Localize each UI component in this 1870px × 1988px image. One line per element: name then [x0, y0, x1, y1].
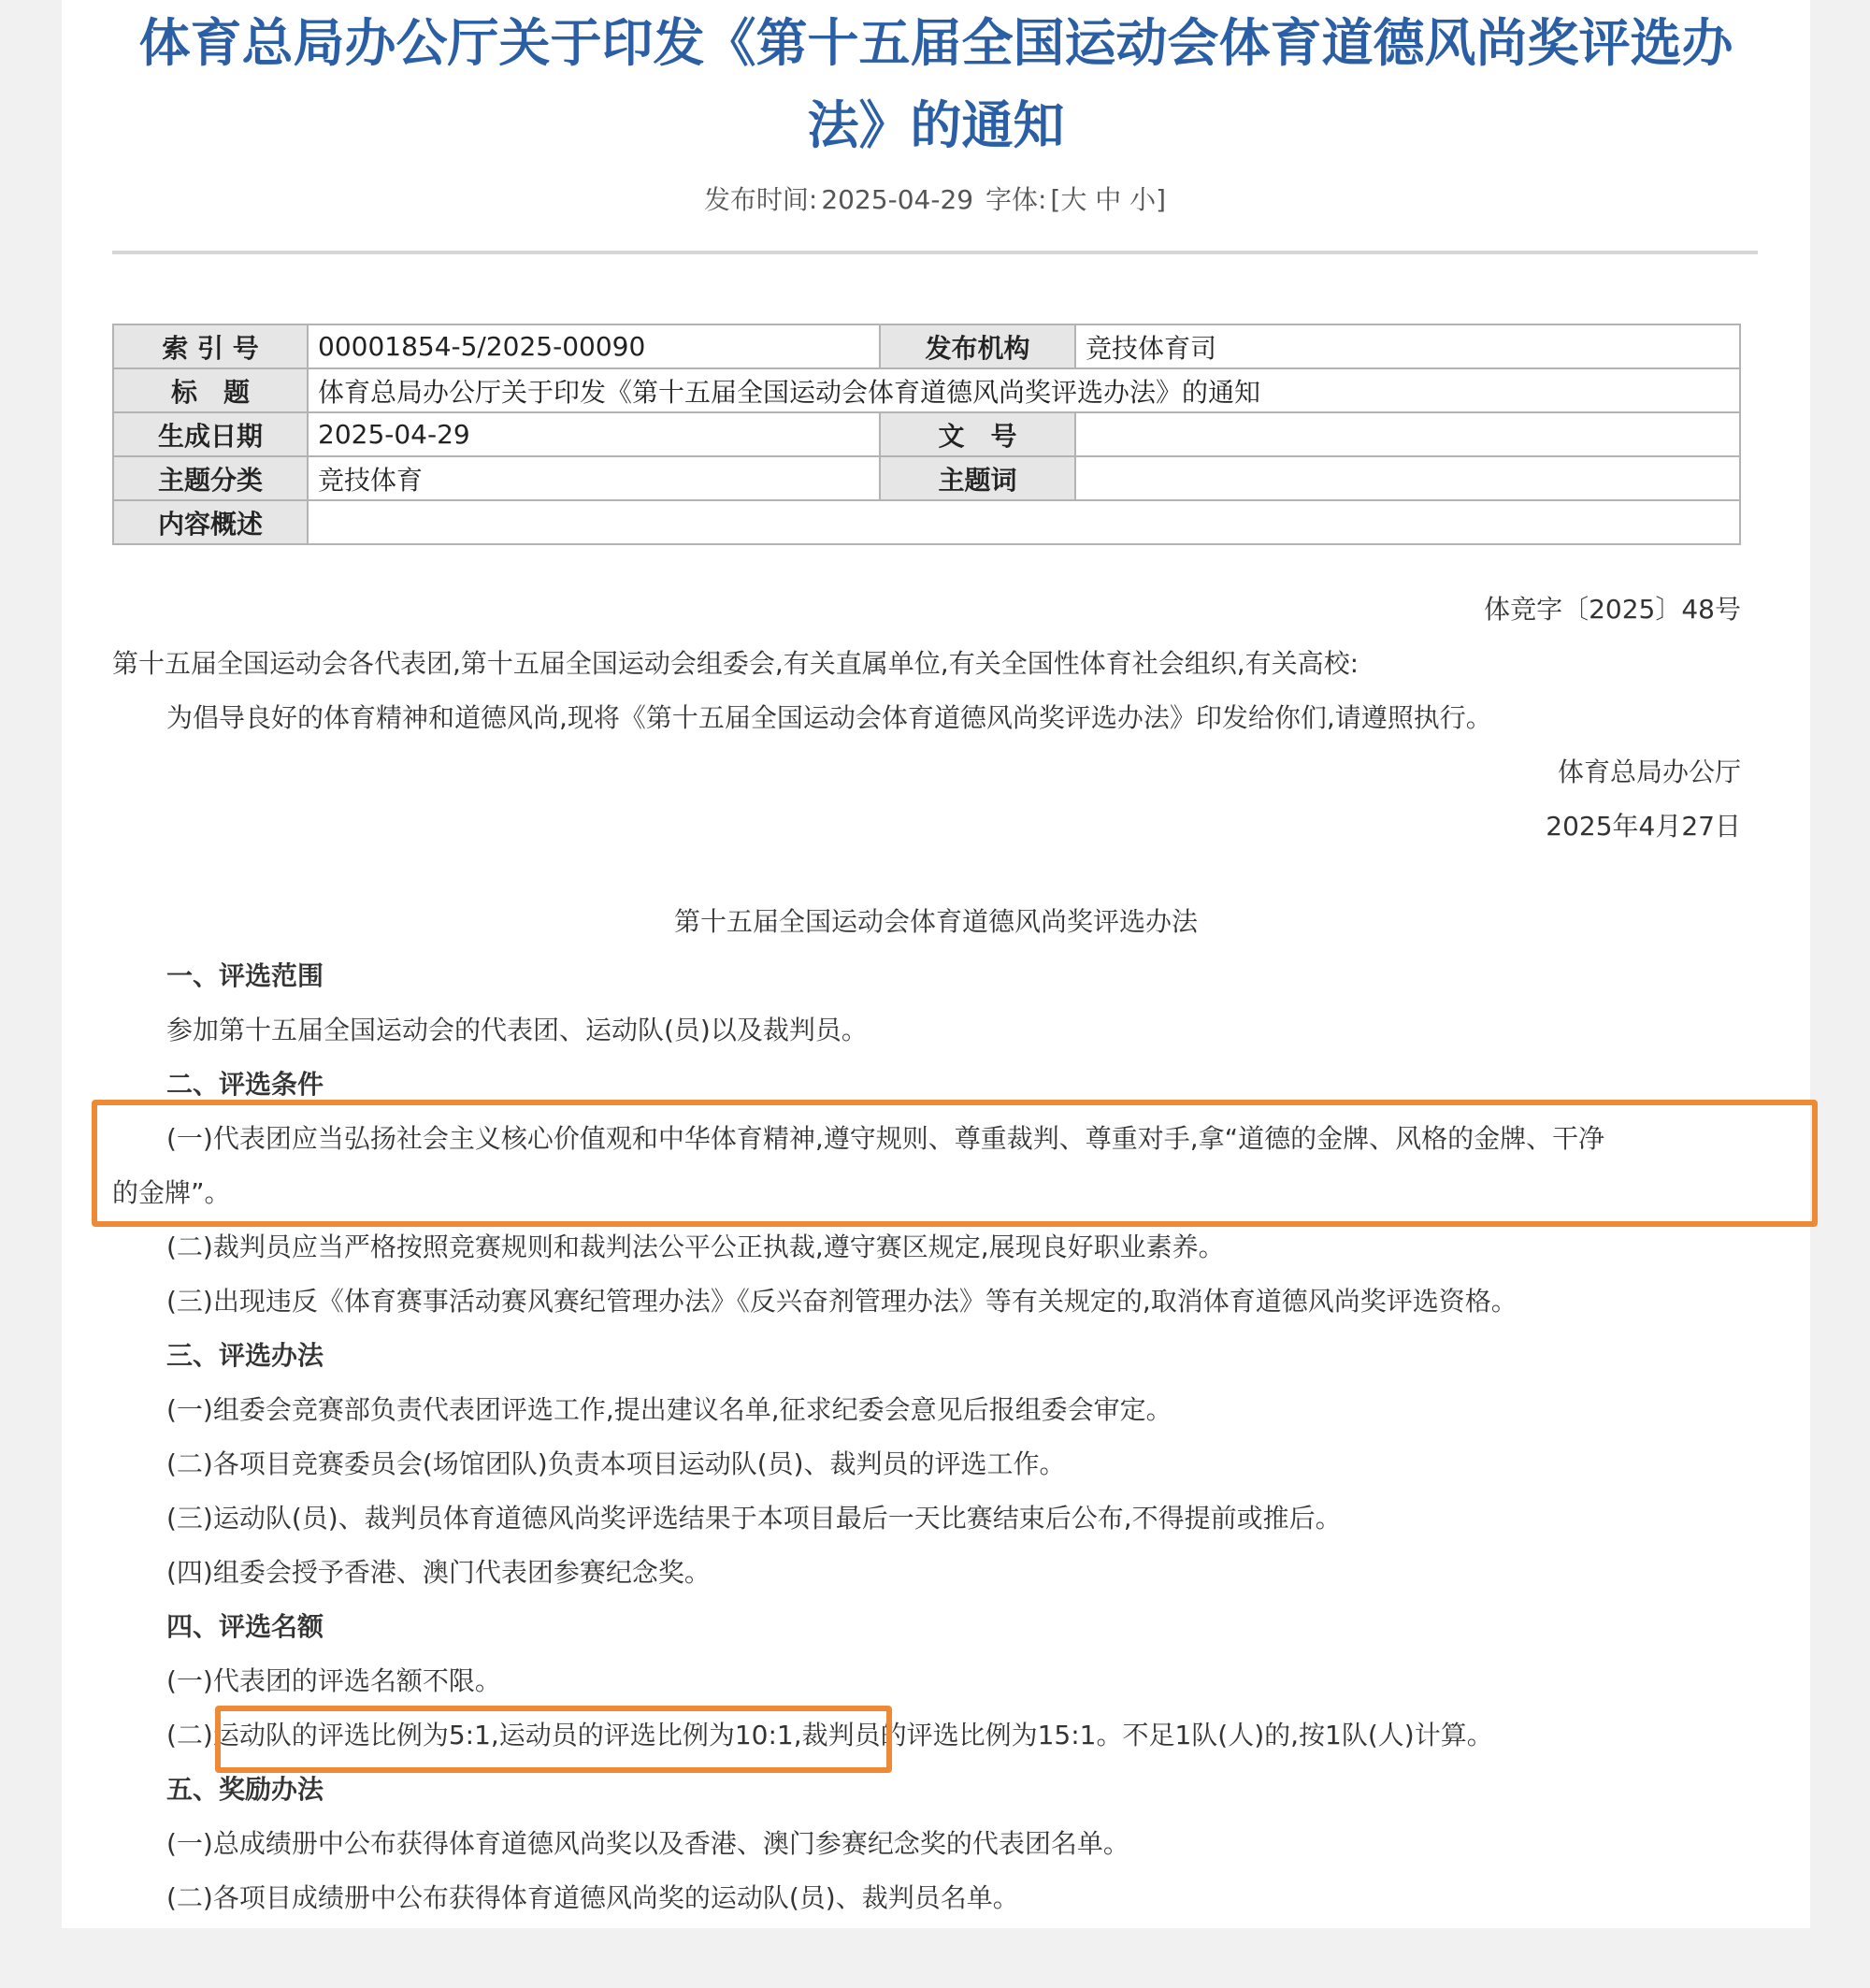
docno-value [1075, 412, 1740, 456]
index-label: 索 引 号 [113, 324, 308, 368]
section-3-p3: (三)运动队(员)、裁判员体育道德风尚奖评选结果于本项目最后一天比赛结束后公布,不得提前或推后。 [166, 1503, 1342, 1534]
table-row [113, 324, 1740, 368]
article-page [62, 0, 1810, 1928]
sign-date: 2025年4月27日 [1546, 811, 1741, 842]
table-row [113, 500, 1740, 544]
issuer-value: 竞技体育司 [1075, 324, 1740, 368]
issuer-label: 发布机构 [880, 324, 1075, 368]
section-2-p1-line2: 的金牌”。 [112, 1177, 231, 1208]
title-value: 体育总局办公厅关于印发《第十五届全国运动会体育道德风尚奖评选办法》的通知 [308, 368, 1740, 412]
section-5-title: 五、奖励办法 [166, 1774, 324, 1805]
font-size-switch[interactable]: [大 中 小] [1050, 184, 1167, 215]
summary-label: 内容概述 [113, 500, 308, 544]
highlight-box-ratios [215, 1706, 892, 1773]
section-2-p1-line1: (一)代表团应当弘扬社会主义核心价值观和中华体育精神,遵守规则、尊重裁判、尊重对手,拿“道德的金牌、风格的金牌、干净 [166, 1123, 1605, 1154]
font-label: 字体: [985, 184, 1047, 215]
section-1-p1: 参加第十五届全国运动会的代表团、运动队(员)以及裁判员。 [166, 1015, 868, 1045]
section-3-p1: (一)组委会竞赛部负责代表团评选工作,提出建议名单,征求纪委会意见后报组委会审定。 [166, 1394, 1172, 1425]
article-title [62, 2, 1810, 166]
rules-heading: 第十五届全国运动会体育道德风尚奖评选办法 [673, 906, 1198, 937]
table-row [113, 456, 1740, 500]
signer: 体育总局办公厅 [1557, 756, 1741, 787]
category-value: 竞技体育 [308, 456, 880, 500]
section-4-p2: (二)运动队的评选比例为5:1,运动员的评选比例为10:1,裁判员的评选比例为15:1。不足1队(人)的,按1队(人)计算。 [166, 1720, 1493, 1750]
section-3-p4: (四)组委会授予香港、澳门代表团参赛纪念奖。 [166, 1557, 711, 1588]
section-4-p1: (一)代表团的评选名额不限。 [166, 1665, 501, 1696]
article-title-line2: 法》的通知 [807, 95, 1065, 155]
date-label: 生成日期 [113, 412, 308, 456]
docno-label: 文 号 [880, 412, 1075, 456]
publish-meta [0, 180, 1870, 217]
category-label: 主题分类 [113, 456, 308, 500]
section-4-title: 四、评选名额 [166, 1611, 324, 1642]
section-1-title: 一、评选范围 [166, 960, 324, 991]
keyword-label: 主题词 [880, 456, 1075, 500]
header-divider [112, 251, 1758, 254]
section-5-p2: (二)各项目成绩册中公布获得体育道德风尚奖的运动队(员)、裁判员名单。 [166, 1882, 1019, 1913]
recipients: 第十五届全国运动会各代表团,第十五届全国运动会组委会,有关直属单位,有关全国性体育社会组织,有关高校: [112, 648, 1359, 679]
section-5-p1: (一)总成绩册中公布获得体育道德风尚奖以及香港、澳门参赛纪念奖的代表团名单。 [166, 1828, 1129, 1859]
letter-body: 为倡导良好的体育精神和道德风尚,现将《第十五届全国运动会体育道德风尚奖评选办法》印发给你们,请遵照执行。 [166, 702, 1492, 733]
info-table [112, 324, 1741, 545]
section-2-p2: (二)裁判员应当严格按照竞赛规则和裁判法公平公正执裁,遵守赛区规定,展现良好职业素养。 [166, 1232, 1225, 1262]
section-3-p2: (二)各项目竞赛委员会(场馆团队)负责本项目运动队(员)、裁判员的评选工作。 [166, 1448, 1066, 1479]
section-2-title: 二、评选条件 [166, 1069, 324, 1100]
table-row [113, 412, 1740, 456]
date-value: 2025-04-29 [308, 412, 880, 456]
publish-label: 发布时间: [703, 184, 818, 215]
doc-number: 体竞字〔2025〕48号 [1484, 594, 1741, 625]
title-label: 标 题 [113, 368, 308, 412]
publish-date: 2025-04-29 [821, 184, 974, 215]
article-title-line1: 体育总局办公厅关于印发《第十五届全国运动会体育道德风尚奖评选办 [138, 13, 1733, 73]
section-2-p3: (三)出现违反《体育赛事活动赛风赛纪管理办法》《反兴奋剂管理办法》等有关规定的,取消体育道德风尚奖评选资格。 [166, 1286, 1518, 1317]
table-row [113, 368, 1740, 412]
section-3-title: 三、评选办法 [166, 1340, 324, 1371]
keyword-value [1075, 456, 1740, 500]
highlight-box-conditions [92, 1100, 1818, 1227]
summary-value [308, 500, 1740, 544]
index-value: 00001854-5/2025-00090 [308, 324, 880, 368]
